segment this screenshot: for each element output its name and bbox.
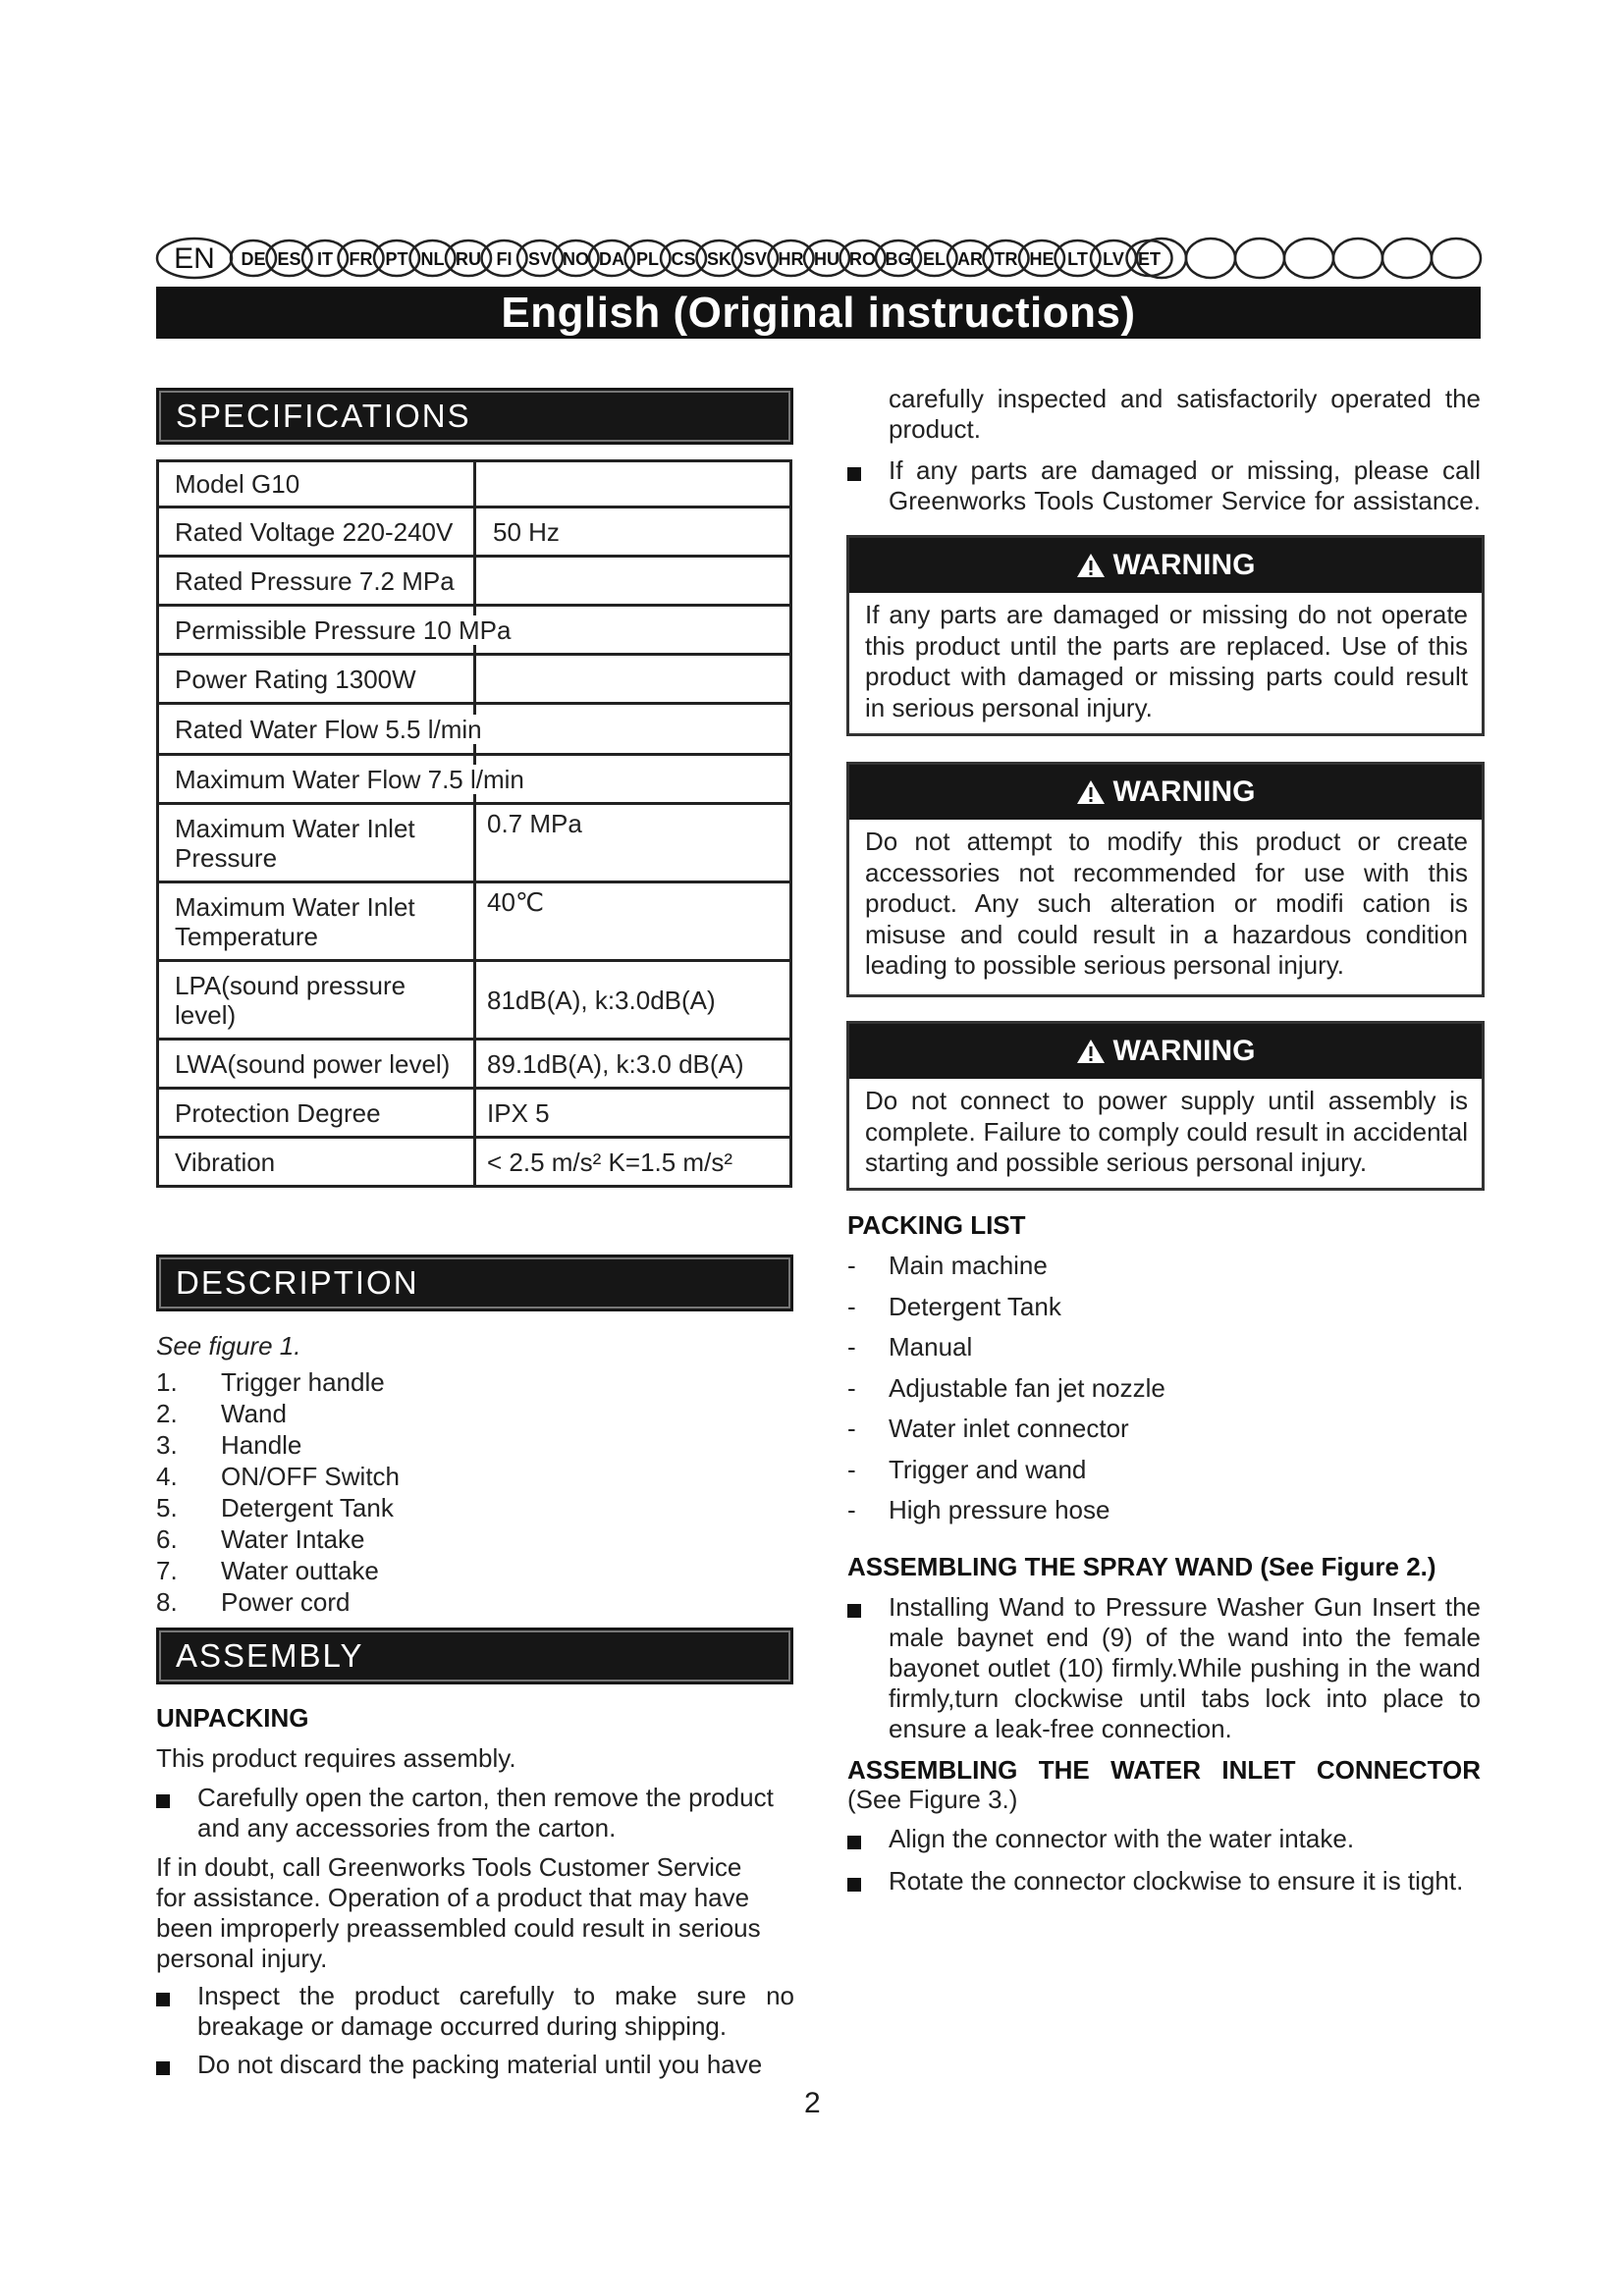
spec-label xyxy=(175,892,417,951)
warning-line: product. Any such alteration or modifi cation is xyxy=(865,888,1468,918)
spec-row xyxy=(156,805,792,883)
column-divider xyxy=(473,558,476,604)
item-label: Water outtake xyxy=(221,1556,379,1585)
bullet-line: carefully inspected and satisfactorily operated the xyxy=(889,384,1481,413)
spec-label-line: Temperature xyxy=(175,922,318,951)
bullet-square-icon xyxy=(156,1993,170,2006)
warning-header xyxy=(849,765,1482,820)
description-item xyxy=(156,1524,785,1556)
language-tab-label: NO xyxy=(563,249,589,269)
assembly-heading: ASSEMBLY xyxy=(156,1628,793,1684)
packing-list-item xyxy=(847,1332,1481,1373)
bullet-line: Carefully open the carton, then remove the product xyxy=(197,1783,774,1812)
unpacking-heading: UNPACKING xyxy=(156,1703,309,1733)
item-number: 7. xyxy=(156,1556,178,1585)
language-tab-label: TR xyxy=(994,249,1018,269)
spec-row xyxy=(156,756,792,805)
packing-list-item xyxy=(847,1414,1481,1455)
column-divider xyxy=(473,805,476,881)
description-heading: DESCRIPTION xyxy=(156,1255,793,1311)
packing-list-item xyxy=(847,1495,1481,1536)
spec-value-line: 50 Hz xyxy=(493,517,560,547)
spec-value-line: IPX 5 xyxy=(487,1098,550,1128)
bullet-line: Inspect the product carefully to make sure no xyxy=(197,1981,794,2010)
description-item xyxy=(156,1367,785,1399)
spec-row xyxy=(156,558,792,607)
bullet-line: firmly,turn clockwise until tabs lock into place to xyxy=(889,1683,1481,1713)
paragraph-line: for assistance. Operation of a product that may have xyxy=(156,1883,750,1912)
column-divider xyxy=(473,962,476,1038)
language-tab-label: LT xyxy=(1067,249,1088,269)
item-label: Trigger handle xyxy=(221,1367,385,1397)
packing-list-item xyxy=(847,1251,1481,1292)
item-number: 5. xyxy=(156,1493,178,1522)
warning-line: starting and possible serious personal injury. xyxy=(865,1148,1368,1177)
spec-value xyxy=(493,517,560,547)
warning-label: WARNING xyxy=(1112,775,1256,808)
packing-item-label: Main machine xyxy=(889,1251,1048,1280)
language-tab-label: CS xyxy=(671,249,696,269)
spec-label-line: Pressure xyxy=(175,843,278,873)
bullet-line: bayonet outlet (10) firmly.While pushing in the wand xyxy=(889,1653,1481,1682)
warning-box-3 xyxy=(846,1021,1485,1191)
unpacking-bullet-2 xyxy=(156,1981,794,2050)
packing-item-label: Adjustable fan jet nozzle xyxy=(889,1372,1165,1403)
warning-line: complete. Failure to comply could result in accidental xyxy=(865,1116,1468,1147)
packing-item-label: Trigger and wand xyxy=(889,1454,1087,1484)
warning-line: product with damaged or missing parts could result xyxy=(865,662,1468,691)
unpacking-bullet-3 xyxy=(156,2050,794,2089)
bullet-line: product. xyxy=(889,414,981,444)
item-number: 2. xyxy=(156,1399,178,1428)
spec-row xyxy=(156,1139,792,1188)
spec-value xyxy=(487,887,544,917)
warning-triangle-icon xyxy=(1076,1039,1106,1064)
warning-line: If any parts are damaged or missing do not operate xyxy=(865,600,1468,629)
spec-label xyxy=(175,715,484,744)
language-tab-label: DA xyxy=(599,249,624,269)
language-tab-label: FI xyxy=(496,249,513,269)
language-tabs-graphic xyxy=(155,236,1483,281)
spray-wand-bullet xyxy=(847,1592,1481,1749)
water-inlet-bullet-2 xyxy=(847,1866,1481,1901)
spec-label xyxy=(175,814,417,873)
column-divider xyxy=(473,508,476,555)
bullet-square-icon xyxy=(847,1836,861,1849)
warning-text xyxy=(849,820,1482,982)
bullet-square-icon xyxy=(156,1794,170,1808)
spec-row xyxy=(156,705,792,756)
spec-label-line: LWA(sound power level) xyxy=(175,1049,451,1079)
packing-list-item xyxy=(847,1373,1481,1415)
warning-line: misuse and could result in a hazardous condition xyxy=(865,919,1468,949)
spec-value-line: 40℃ xyxy=(487,887,545,917)
paragraph-line: If in doubt, call Greenworks Tools Customer Service xyxy=(156,1852,742,1882)
water-inlet-subheading: (See Figure 3.) xyxy=(847,1785,1018,1814)
spec-value xyxy=(487,1098,550,1128)
spec-label-line: Rated Voltage 220-240V xyxy=(175,517,454,547)
bullet-line: Do not discard the packing material until you have xyxy=(197,2050,763,2079)
item-label: Power cord xyxy=(221,1587,351,1617)
item-label: Water Intake xyxy=(221,1524,365,1554)
item-label: ON/OFF Switch xyxy=(221,1462,401,1491)
spec-label-line: Rated Pressure 7.2 MPa xyxy=(175,566,455,596)
spec-label-line: Model G10 xyxy=(175,469,300,499)
description-item xyxy=(156,1399,785,1430)
spec-label-line: Vibration xyxy=(175,1148,276,1177)
language-tab-label: RU xyxy=(456,249,481,269)
language-tab-label: ES xyxy=(277,249,301,269)
spec-value-line: 0.7 MPa xyxy=(487,809,582,838)
water-inlet-bullet-1 xyxy=(847,1824,1481,1859)
warning-line: Do not attempt to modify this product or create xyxy=(865,827,1468,856)
packing-list-heading: PACKING LIST xyxy=(847,1210,1026,1240)
warning-line: this product until the parts are replaced. Use of this xyxy=(865,630,1468,661)
warning-triangle-icon xyxy=(1076,779,1106,805)
warning-text xyxy=(849,1079,1482,1179)
unpacking-bullet-4 xyxy=(847,455,1481,524)
bullet-square-icon xyxy=(156,2061,170,2075)
spec-row xyxy=(156,962,792,1041)
language-tab-label: PL xyxy=(635,249,660,269)
specifications-table xyxy=(156,459,792,1188)
paragraph-line: been improperly preassembled could result in serious xyxy=(156,1913,761,1943)
unpacking-bullet-3-continued xyxy=(889,384,1481,445)
language-tab-label: HE xyxy=(1029,249,1055,269)
spec-row xyxy=(156,656,792,705)
water-inlet-heading: ASSEMBLING THE WATER INLET CONNECTOR xyxy=(847,1755,1481,1785)
spec-row xyxy=(156,1041,792,1090)
item-number: 8. xyxy=(156,1587,178,1617)
warning-box-1 xyxy=(846,535,1485,736)
language-tab-en[interactable]: EN xyxy=(174,242,215,275)
column-divider xyxy=(473,462,476,506)
warning-text xyxy=(849,593,1482,723)
spec-value xyxy=(487,1049,744,1079)
spec-row xyxy=(156,459,792,508)
description-list xyxy=(156,1367,785,1619)
dash-marker: - xyxy=(847,1332,856,1362)
language-tab-label: EL xyxy=(922,249,947,269)
spec-label-line: Permissible Pressure 10 MPa xyxy=(175,615,512,645)
spec-label xyxy=(175,971,407,1030)
packing-list-item xyxy=(847,1455,1481,1496)
dash-marker: - xyxy=(847,1495,856,1524)
warning-header xyxy=(849,1024,1482,1079)
bullet-line: and any accessories from the carton. xyxy=(197,1813,617,1842)
spec-row xyxy=(156,1090,792,1139)
bullet-square-icon xyxy=(847,1604,861,1618)
page-number: 2 xyxy=(804,2087,821,2119)
specifications-heading: SPECIFICATIONS xyxy=(156,388,793,445)
packing-item-label: Water inlet connector xyxy=(889,1414,1129,1443)
dash-marker: - xyxy=(847,1291,856,1321)
item-number: 3. xyxy=(156,1430,178,1460)
warning-header xyxy=(849,538,1482,593)
description-item xyxy=(156,1556,785,1587)
language-tab-label: HU xyxy=(814,249,839,269)
spec-label-line: Maximum Water Flow 7.5 l/min xyxy=(175,765,524,794)
item-number: 1. xyxy=(156,1367,178,1397)
spec-row xyxy=(156,508,792,558)
page-title: English (Original instructions) xyxy=(156,287,1481,339)
spec-value-line: 81dB(A), k:3.0dB(A) xyxy=(487,986,716,1015)
item-number: 4. xyxy=(156,1462,178,1491)
column-divider xyxy=(473,656,476,702)
warning-triangle-icon xyxy=(1076,553,1106,578)
spec-value xyxy=(487,986,716,1015)
description-item xyxy=(156,1430,785,1462)
spec-label-line: Maximum Water Inlet xyxy=(175,814,415,843)
spec-label xyxy=(175,1098,383,1128)
warning-label: WARNING xyxy=(1112,549,1256,581)
spec-label xyxy=(175,517,455,547)
spray-wand-heading: ASSEMBLING THE SPRAY WAND (See Figure 2.) xyxy=(847,1552,1436,1581)
dash-marker: - xyxy=(847,1251,856,1280)
language-tab-label: BG xyxy=(885,249,912,269)
column-divider xyxy=(473,883,476,959)
language-tab-label: HR xyxy=(778,249,804,269)
item-label: Detergent Tank xyxy=(221,1493,394,1522)
language-tab-label: ET xyxy=(1137,249,1162,269)
warning-line: Do not connect to power supply until assembly is xyxy=(865,1086,1468,1115)
language-tab-label: SV xyxy=(527,249,553,269)
language-tab-label: PT xyxy=(385,249,408,269)
warning-line: accessories not recommended for use with this xyxy=(865,857,1468,887)
spec-value-line: 89.1dB(A), k:3.0 dB(A) xyxy=(487,1049,744,1079)
item-label: Wand xyxy=(221,1399,287,1428)
language-tab-label: FR xyxy=(349,249,373,269)
language-tab-label: RO xyxy=(849,249,876,269)
spec-row xyxy=(156,883,792,962)
spec-label xyxy=(175,566,457,596)
spec-label-line: Rated Water Flow 5.5 l/min xyxy=(175,715,482,744)
bullet-square-icon xyxy=(847,1878,861,1892)
bullet-line: breakage or damage occurred during shipping. xyxy=(197,2011,728,2041)
language-tab-label: SK xyxy=(706,249,732,269)
language-tab-label: LV xyxy=(1103,249,1124,269)
spec-label xyxy=(175,469,301,499)
packing-list xyxy=(847,1251,1481,1536)
language-tab-label: AR xyxy=(957,249,983,269)
bullet-line: Greenworks Tools Customer Service for assistance. xyxy=(889,486,1481,515)
bullet-line: Rotate the connector clockwise to ensure it is tight. xyxy=(889,1866,1464,1896)
packing-item-label: High pressure hose xyxy=(889,1495,1110,1524)
dash-marker: - xyxy=(847,1414,856,1443)
bullet-line: male baynet end (9) of the wand into the female xyxy=(889,1623,1481,1652)
language-tab-label: DE xyxy=(241,249,266,269)
language-tabs xyxy=(155,236,1483,281)
bullet-square-icon xyxy=(847,467,861,481)
language-tab-label: SV xyxy=(742,249,768,269)
paragraph-line: personal injury. xyxy=(156,1944,328,1973)
bullet-line: ensure a leak-free connection. xyxy=(889,1714,1232,1743)
item-number: 6. xyxy=(156,1524,178,1554)
column-divider xyxy=(473,1139,476,1185)
language-tab-label: IT xyxy=(317,249,333,269)
column-divider xyxy=(473,1090,476,1136)
packing-item-label: Detergent Tank xyxy=(889,1291,1061,1321)
spec-label-line: Power Rating 1300W xyxy=(175,665,416,694)
language-tab-label: NL xyxy=(420,249,445,269)
bullet-line: Align the connector with the water intake. xyxy=(889,1824,1355,1853)
unpacking-intro: This product requires assembly. xyxy=(156,1743,516,1773)
spec-label-line: Maximum Water Inlet xyxy=(175,892,415,922)
spray-wand-text xyxy=(889,1592,1481,1744)
warning-box-2 xyxy=(846,762,1485,997)
spec-row xyxy=(156,607,792,656)
spec-label xyxy=(175,1148,277,1177)
spec-label xyxy=(175,1049,452,1079)
dash-marker: - xyxy=(847,1454,856,1484)
spec-label-line: Protection Degree xyxy=(175,1098,381,1128)
bullet-line: Installing Wand to Pressure Washer Gun Insert the xyxy=(889,1592,1481,1622)
spec-value-line: < 2.5 m/s² K=1.5 m/s² xyxy=(487,1148,732,1177)
packing-list-item xyxy=(847,1292,1481,1333)
warning-line: in serious personal injury. xyxy=(865,692,1153,722)
description-item xyxy=(156,1493,785,1524)
dash-marker: - xyxy=(847,1372,856,1403)
spec-value xyxy=(487,809,582,838)
description-item xyxy=(156,1462,785,1493)
spec-value xyxy=(487,1148,732,1177)
warning-label: WARNING xyxy=(1112,1035,1256,1067)
item-label: Handle xyxy=(221,1430,302,1460)
spec-label-line: level) xyxy=(175,1000,237,1030)
column-divider xyxy=(473,1041,476,1087)
spec-label xyxy=(175,765,526,794)
description-item xyxy=(156,1587,785,1619)
warning-line: leading to possible serious personal injury. xyxy=(865,950,1345,980)
unpacking-bullet-1 xyxy=(156,1783,794,1851)
packing-item-label: Manual xyxy=(889,1332,973,1362)
description-intro: See figure 1. xyxy=(156,1331,301,1361)
spec-label-line: LPA(sound pressure xyxy=(175,971,406,1000)
spec-label xyxy=(175,665,418,694)
bullet-line: If any parts are damaged or missing, please call xyxy=(889,455,1481,485)
spec-label xyxy=(175,615,513,645)
unpacking-paragraph xyxy=(156,1852,794,1974)
